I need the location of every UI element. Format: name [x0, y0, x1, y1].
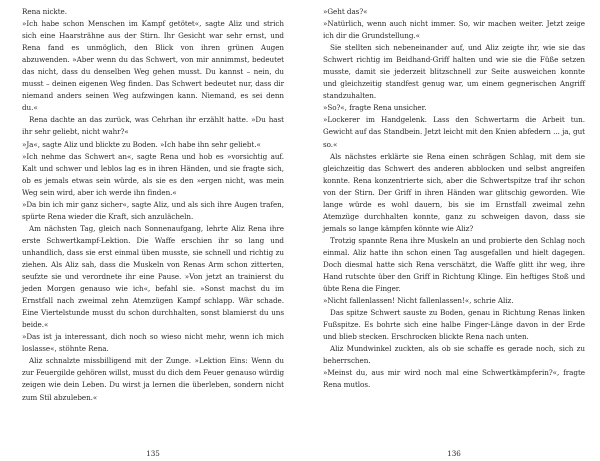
- paragraph: »Ich nehme das Schwert an«, sagte Rena und hob es »vorsichtig auf. Kalt und schwer und leblos lag es in ihren Händen, und sie fragte sich, ob es jemals etwas sein würde, als sie es den »ergen nicht, was mein Weg sein wird, aber ich werde ihn finden.«: [22, 151, 284, 197]
- paragraph: Als nächstes erklärte sie Rena einen schrägen Schlag, mit dem sie gleichzeitig das Schwert des anderen abblocken und selbst angreifen konnte. Rena konzentrierte sich, aber die Schwertspitze traf ihr schon von der Stirn. Der Griff in ihren Händen war glitschig geworden. Wie lange würde es wohl dauern, bis sie im Ernstfall zweimal zehn Atemzüge durchhalten konnte, ganz zu schweigen davon, dass sie jemals so lange kämpfen könnte wie Aliz?: [323, 151, 585, 233]
- paragraph: »So?«, fragte Rena unsicher.: [323, 103, 427, 113]
- paragraph: Sie stellten sich nebeneinander auf, und Aliz zeigte ihr, wie sie das Schwert richtig im Beidhand-Griff halten und wie sie die Füße setzen musste, damit sie jederzeit blitzschnell zur Seite ausweichen konnte und gleichzeitig standfest genug war, um einem gegnerischen Angriff standzuhalten.: [323, 43, 585, 101]
- paragraph: Aliz schnalzte missbilligend mit der Zunge. »Lektion Eins: Wenn du zur Feuergilde gehören willst, musst du dich dem Feuer genauso würdig zeigen wie dein Leben. Du wirst ja lernen die überleben, sondern nicht zum Stil abzuleben.«: [22, 356, 284, 402]
- right-page-number: 136: [447, 449, 461, 458]
- paragraph: »Meinst du, aus mir wird noch mal eine Schwertkämpferin?«, fragte Rena mutlos.: [323, 368, 585, 390]
- paragraph: »Lockerer im Handgelenk. Lass den Schwertarm die Arbeit tun. Gewicht auf das Standbein. Jetzt leicht mit den Knien abfedern ... ja, gut so.«: [323, 115, 585, 149]
- paragraph: Rena nickte.: [22, 7, 67, 16]
- paragraph: »Ich habe schon Menschen im Kampf getötet«, sagte Aliz und strich sich eine Haarsträhne aus der Stirn. Ihr Gesicht war sehr ernst, und Rena fand es unmöglich, den Blick von ihren grünen Augen abzuwenden. »Aber wenn du das Schwert, von mir annimmst, bedeutet das nicht, dass du denselben Weg gehen musst. Du kannst – nein, du musst – deinen eigenen Weg finden. Das Schwert bedeutet nur, dass dir niemand anders seinen Weg aufzwingen kann. Niemand, es sei denn du.«: [22, 19, 284, 113]
- paragraph: Aliz Mundwinkel zuckten, als ob sie schaffe es gerade noch, sich zu beherrschen.: [323, 344, 585, 366]
- paragraph: »Natürlich, wenn auch nicht immer. So, wir machen weiter. Jetzt zeige ich dir die Grundstellung.«: [323, 19, 585, 41]
- paragraph: Rena dachte an das zurück, was Cehrhan ihr erzählt hatte. »Du hast ihr sehr geliebt, nicht wahr?«: [22, 115, 284, 137]
- left-page-number: 135: [146, 449, 160, 458]
- right-page: [323, 6, 585, 458]
- left-page-text: [22, 6, 284, 404]
- paragraph: Das spitze Schwert sauste zu Boden, genau in Richtung Renas linken Fußspitze. Es bohrte sich eine halbe Finger-Länge davon in der Erde und blieb stecken. Erschrocken blickte Rena nach unten.: [323, 308, 585, 342]
- paragraph: Am nächsten Tag, gleich nach Sonnenaufgang, lehrte Aliz Rena ihre erste Schwertkampf-Lektion. Die Waffe erschien ihr so lang und unhandlich, dass sie erst einmal üben musste, sie schnell und richtig zu ziehen. Als Aliz sah, dass die Muskeln von Renas Arm schon zitterten, seufzte sie und verordnete ihr eine Pause. »Von jetzt an trainierst du jeden Morgen genauso wie ich«, befahl sie. »Sonst machst du im Ernstfall nach zweimal zehn Atemzügen Kampf schlapp. Wär schade. Eine Viertelstunde musst du schon durchhalten, sonst blamierst du uns beide.«: [22, 223, 284, 330]
- paragraph: Trotzig spannte Rena ihre Muskeln an und probierte den Schlag noch einmal. Aliz hatte ihn schon einen Tag ausgefallen und hielt dagegen. Doch diesmal hatte sich Rena verschätzt, die Waffe glitt ihr weg, ihre Hand rutschte über den Griff in Richtung Klinge. Ein heftiges Stoß und übte Rena die Finger.: [323, 235, 585, 294]
- paragraph: »Nicht fallenlassen! Nicht fallenlassen!«, schrie Aliz.: [323, 296, 514, 306]
- left-page: [22, 6, 284, 458]
- paragraph: »Ja«, sagte Aliz und blickte zu Boden. »Ich habe ihn sehr geliebt.«: [22, 139, 261, 149]
- paragraph: »Das ist ja interessant, dich noch so wieso nicht mehr, wenn ich mich loslasse«, stöhnte Rena.: [22, 332, 284, 354]
- paragraph: »Geht das?«: [323, 7, 368, 16]
- right-page-text: [323, 6, 585, 392]
- paragraph: »Da bin ich mir ganz sicher«, sagte Aliz, und als sich ihre Augen trafen, spürte Rena wieder die Kraft, sich anzulächeln.: [22, 199, 284, 221]
